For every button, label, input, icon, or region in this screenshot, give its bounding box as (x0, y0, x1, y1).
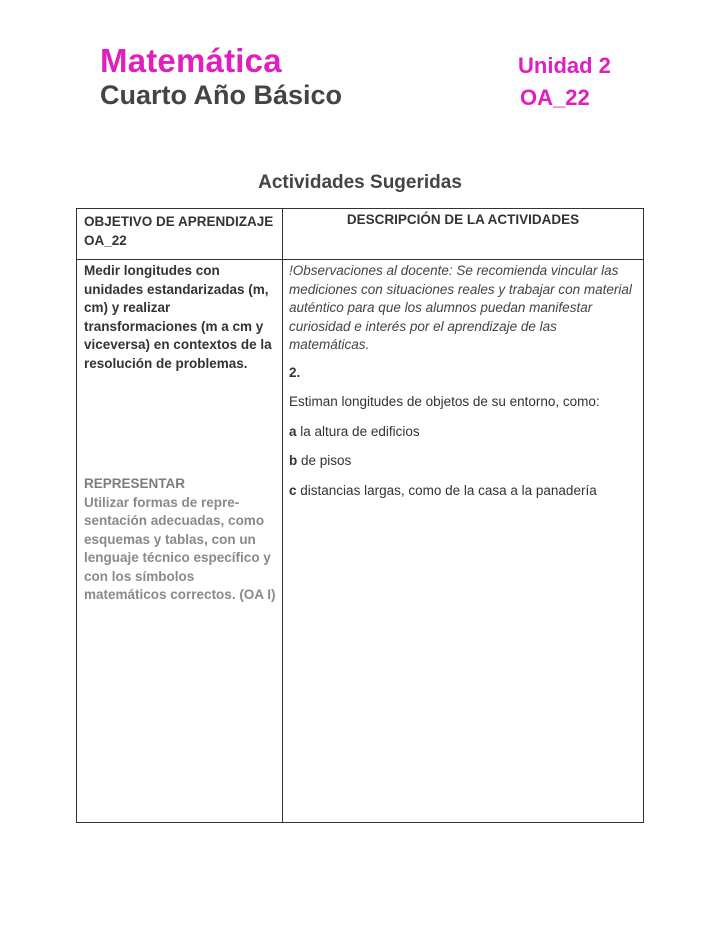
skill-title: REPRESENTAR (84, 476, 186, 491)
table-header-row (77, 209, 644, 260)
activity-number: 2. (289, 364, 301, 380)
objective-cell (77, 260, 283, 823)
list-item (289, 423, 637, 442)
item-letter: b (289, 453, 298, 468)
item-text: de pisos (301, 453, 352, 468)
item-letter: a (289, 423, 297, 439)
skill-text: Utilizar formas de repre-sentación adecuadas, como esquemas y tablas, con un lenguaje técnico específico y con los símbolos matemáticos correctos. (OA I) (84, 494, 276, 602)
objective-code: OA_22 (520, 85, 590, 110)
item-letter: c (289, 482, 297, 498)
activities-table (76, 208, 644, 823)
column-header-description: DESCRIPCIÓN DE LA ACTIVIDADES (283, 209, 644, 260)
objective-text: Medir longitudes con unidades estandarizadas (m, cm) y realizar transformaciones (m a cm y viceversa) en contextos de la resolución de problemas. (84, 263, 272, 371)
teacher-observation: !Observaciones al docente: Se recomienda vincular las mediciones con situaciones reales y trabajar con material auténtico para que los alumnos puedan manifestar curiosidad e interés por el aprendizaje de las matemáticas. (289, 263, 632, 352)
table-row (77, 260, 644, 823)
list-item (289, 482, 637, 501)
grade-title: Cuarto Año Básico (100, 80, 343, 110)
list-item (289, 452, 637, 471)
item-text: distancias largas, como de la casa a la panadería (300, 482, 597, 498)
column-header-objective: OBJETIVO DE APRENDIZAJE OA_22 (77, 209, 283, 260)
subject-title: Matemática (100, 42, 282, 79)
skill-box (84, 475, 276, 605)
description-cell (283, 260, 644, 823)
activity-intro: Estiman longitudes de objetos de su entorno, como: (289, 394, 600, 409)
unit-label: Unidad 2 (518, 53, 611, 78)
section-title: Actividades Sugeridas (258, 172, 462, 193)
item-text: la altura de edificios (300, 423, 420, 439)
